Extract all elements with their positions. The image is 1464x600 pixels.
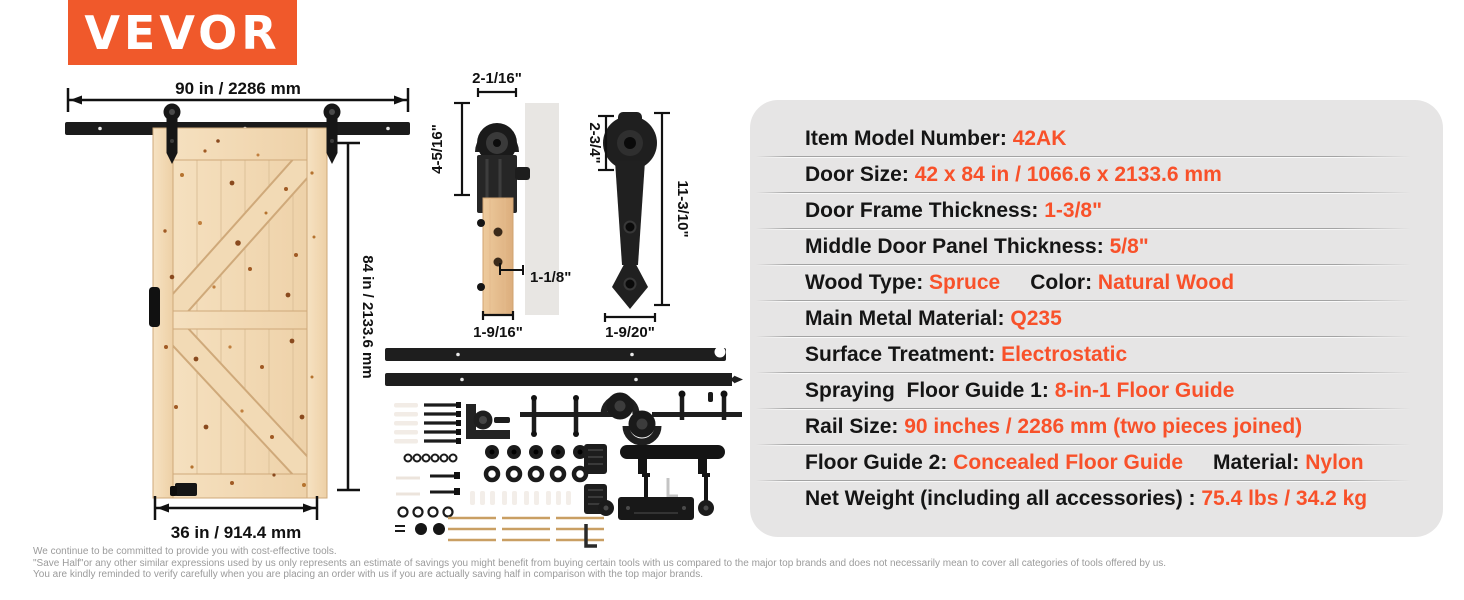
spec-label: Spraying Floor Guide 1:	[805, 379, 1055, 402]
disclaimer-line-2: "Save Half"or any other similar expressions used by us only represents an estimate of savings you might benefit from buying certain tools with us compared to the major top brands and does not necessarily mean to cover all categories of tools offered by us.	[33, 557, 1167, 569]
rail-width-dimension	[68, 79, 408, 112]
roller-side-view	[429, 70, 571, 341]
spec-row-metal-material	[750, 301, 1443, 337]
wood-screws-brass	[448, 518, 604, 540]
cap-nuts-and-washers	[485, 445, 587, 480]
hardware-dimension-diagrams	[420, 55, 750, 345]
spec-label: Floor Guide 2:	[805, 451, 954, 474]
roller-assembly-2	[626, 391, 742, 443]
floor-guide-kit	[598, 497, 714, 520]
hanger-front-view	[586, 112, 691, 341]
roller-offset-label: 1-1/8"	[530, 269, 572, 286]
spec-row-panel-thickness	[750, 229, 1443, 265]
spec-row-rail-size	[750, 409, 1443, 445]
spec-row-floor-guide-1	[750, 373, 1443, 409]
spec-row-surface-treatment	[750, 337, 1443, 373]
spec-label: Color:	[1030, 271, 1098, 294]
pull-handle	[620, 445, 725, 474]
spec-row-frame-thickness	[750, 193, 1443, 229]
door-handle	[149, 287, 160, 327]
spec-label: Surface Treatment:	[805, 343, 1002, 366]
barn-door	[149, 128, 327, 498]
door-width-label: 36 in / 914.4 mm	[170, 523, 302, 542]
spec-label: Door Size:	[805, 163, 915, 186]
door-height-dimension	[337, 143, 376, 490]
barn-door-illustration	[0, 55, 420, 555]
roller-top-width-label: 2-1/16"	[472, 70, 522, 87]
spec-value: 1-3/8"	[1044, 199, 1103, 222]
accessory-parts-spread	[380, 340, 748, 555]
spec-value: Natural Wood	[1097, 271, 1235, 294]
spec-row-door-size	[750, 157, 1443, 193]
spec-row-model	[750, 121, 1443, 157]
spec-value: 8-in-1 Floor Guide	[1054, 379, 1235, 402]
spec-label: Material:	[1213, 451, 1306, 474]
spec-value: 42AK	[1012, 127, 1067, 150]
spec-value: 75.4 lbs / 34.2 kg	[1201, 487, 1368, 510]
roller-side-height-label: 4-5/16"	[429, 124, 446, 174]
hanger-wheel-label: 2-3/4"	[586, 122, 603, 164]
small-fasteners	[395, 455, 460, 536]
rail-pieces	[385, 347, 743, 403]
spec-row-wood-type	[750, 265, 1443, 301]
disclaimer-line-3: You are kindly reminded to verify carefully when you are placing an order with us if you are actually saving half in comparison with the top major brands.	[33, 569, 703, 580]
door-width-dimension	[155, 496, 317, 542]
hanger-base-width-label: 1-9/20"	[605, 324, 655, 341]
spec-row-net-weight	[750, 481, 1443, 517]
spec-value: Electrostatic	[1001, 343, 1128, 366]
spec-label: Wood Type:	[805, 271, 930, 294]
spec-row-floor-guide-2	[750, 445, 1443, 481]
spec-value: 5/8"	[1109, 235, 1149, 258]
spec-label: Rail Size:	[805, 415, 905, 438]
specification-panel	[750, 100, 1443, 537]
roller-assembly-1	[520, 393, 636, 438]
rail-width-label: 90 in / 2286 mm	[175, 79, 301, 98]
spec-value: Q235	[1010, 307, 1062, 330]
door-height-label: 84 in / 2133.6 mm	[359, 255, 376, 379]
spec-label: Item Model Number:	[805, 127, 1013, 150]
spec-label: Main Metal Material:	[805, 307, 1011, 330]
disclaimer	[33, 546, 1433, 581]
spec-label: Middle Door Panel Thickness:	[805, 235, 1110, 258]
roller-base-width-label: 1-9/16"	[473, 324, 523, 341]
anchors-and-lag-screws	[394, 402, 461, 444]
spec-value: Concealed Floor Guide	[953, 451, 1184, 474]
vevor-logo-text: VEVOR	[84, 5, 281, 60]
disclaimer-line-1: We continue to be committed to provide you with cost-effective tools.	[33, 546, 337, 557]
hanger-length-label: 11-3/10"	[674, 180, 691, 238]
spec-value: Spruce	[929, 271, 1001, 294]
spacer-sleeves	[470, 491, 571, 505]
spec-value: 42 x 84 in / 1066.6 x 2133.6 mm	[914, 163, 1222, 186]
spec-value: 90 inches / 2286 mm (two pieces joined)	[904, 415, 1303, 438]
wall-bracket-roller	[466, 404, 510, 439]
spec-value: Nylon	[1305, 451, 1364, 474]
spec-label: Net Weight (including all accessories) :	[805, 487, 1202, 510]
spec-label: Door Frame Thickness:	[805, 199, 1045, 222]
